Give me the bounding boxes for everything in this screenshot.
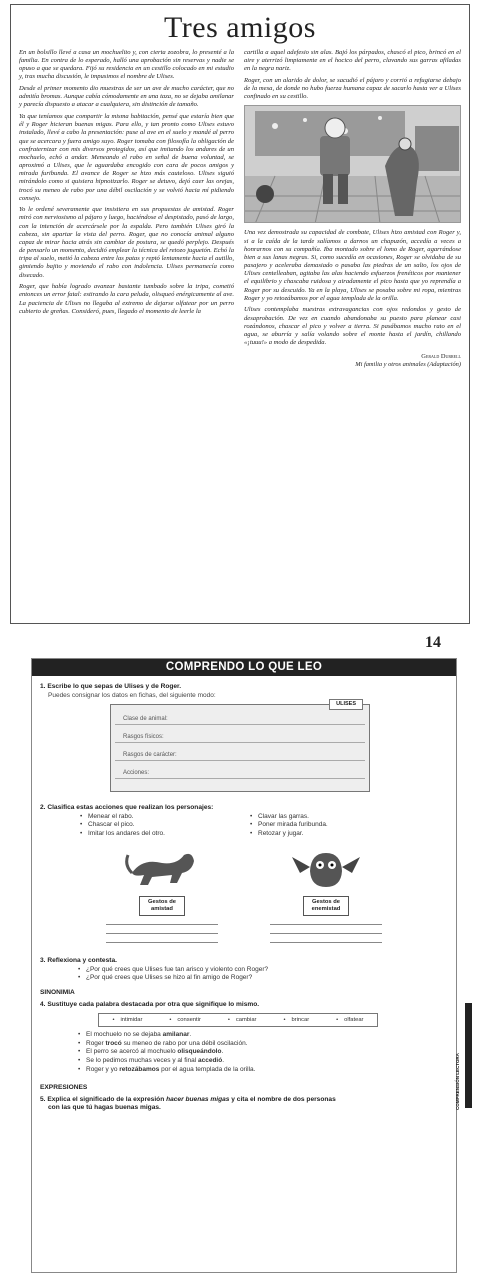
sentence-text: Roger [86,1039,106,1047]
card-field-label: Clase de animal: [123,716,168,723]
highlighted-word: trocó [105,1039,122,1047]
friendship-gestures [102,843,222,944]
card-field-label: Rasgos de carácter: [123,752,177,759]
question-2-title: 2. Clasifica estas acciones que realizan los personajes: [40,804,214,812]
q5-expression: hacer buenas migas [166,1095,230,1103]
synonym-sentence [78,1031,448,1040]
actions-list [80,813,448,839]
synonym-word: • intimidar [112,1016,142,1025]
story-paragraph: Una vez demostrada su capacidad de combate, Ulises hizo amistad con Roger y, si a la caída de la tarde salíamos a darnos un chapuzón, accedía a veces a honrarnos con su compañía. Iba montado sobre el lomo de Roger, agarrándose bien a sus lanas negras. Si, como sucedía en ocasiones, Roger se olvidaba de su pasajero y aceleraba demasiado o pasaba las piedras de un salto, los ojos de Ulises centelleaban, agitaba las alas haciendo esfuerzos frenéticos por mantener el equilibrio y chascaba ruidosa y airadamente el pico hasta que yo reprendía a Roger por su descuido. Ya en la playa, Ulises se posaba sobre mi ropa, mientras Roger y yo retozábamos por el agua templada de la orilla. [244,229,461,302]
enmity-label-line-2: enemistad [311,906,341,913]
card-tab: ULISES [329,699,363,710]
answer-line[interactable] [106,934,218,943]
question-3-title: 3. Reflexiona y contesta. [40,957,117,965]
sinonimia-heading: SINONIMIA [40,988,75,996]
story-title: Tres amigos [164,11,316,44]
highlighted-word: retozábamos [119,1065,160,1073]
highlighted-word: amilanar [162,1031,190,1039]
card-field-rasgos-fisicos[interactable] [115,733,365,743]
synonym-sentence [78,1040,448,1049]
q5-text: y cita el nombre de dos personas [229,1095,336,1103]
action-item: • Chascar el pico. [80,821,250,830]
sentence-text: . [222,1056,225,1064]
card-field-label: Rasgos físicos: [123,734,164,741]
highlighted-word: olisqueándolo [177,1048,222,1056]
synonym-word: • consentir [169,1016,201,1025]
card-field-acciones[interactable] [115,769,365,779]
synonym-word: • olfatear [336,1016,363,1025]
friendship-label [139,896,185,916]
synonym-sentence [78,1057,448,1066]
sentence-text: . [189,1031,192,1039]
sentence-text: El mochuelo no se dejaba [86,1031,163,1039]
enmity-label-line-1: Gestos de [311,899,341,906]
action-item: • Clavar las garras. [250,813,420,822]
page-number: 14 [425,634,441,651]
enmity-label [303,896,350,916]
story-paragraph: cartilla a aquel adefesio sin alas. Bajó los párpados, chascó el pico, brincó en el aire y aterrizó limpiamente en el hocico del perro, clavando sus garras afiladas en la negra nariz. [244,49,461,73]
sentence-text: . [221,1048,224,1056]
actions-left [80,813,250,839]
section-header: COMPRENDO LO QUE LEO [32,659,456,676]
question-1-title: 1. Escribe lo que sepas de Ulises y de Roger. [40,683,182,690]
friendship-label-line-2: amistad [151,906,173,913]
synonym-word: • brincar [283,1016,309,1025]
synonym-sentence [78,1048,448,1057]
sentence-text: por el agua templada de la orilla. [159,1065,256,1073]
question-4-title: 4. Sustituye cada palabra destacada por otra que signifique lo mismo. [40,1000,260,1008]
story-author: Gerald Durrell [421,353,461,361]
sentence-text: Roger y yo [86,1065,120,1073]
story-columns [19,49,461,369]
friendship-label-line-1: Gestos de [147,899,177,906]
sentence-text: su meneo de rabo por una débil oscilación. [121,1039,248,1047]
answer-line[interactable] [106,916,218,925]
action-item: • Imitar los andares del otro. [80,830,250,839]
exercises-page [31,658,457,1273]
expresiones-heading: EXPRESIONES [40,1084,88,1092]
story-paragraph: Yo le ordené severamente que insistiera en sus propuestas de amistad. Roger miró con nerviosismo al pájaro y luego, haciéndose el despistado, pasó de largo, con la intención de acercársele por la espalda. Pero también Ulises giró la cabeza, sin apartar la vista del perro. Roger, que no conocía animal alguno capaz de mirar hacia atrás sin cambiar de postura, se quedó perplejo. Después de pensarlo un momento, decidió emplear la técnica del retozo juguetón. Echó la tripa al suelo, metió la cabeza entre las patas y reptó lentamente hacia el autillo, gimiendo bajito y moviendo el rabo con indolencia. Ulises permanecía como disecado. [19,206,234,279]
actions-right [250,813,420,839]
question-3-items [78,966,448,983]
question-4-sentences [78,1031,448,1074]
story-page [10,4,470,624]
answer-line[interactable] [270,925,382,934]
synonym-word: • cambiar [228,1016,257,1025]
answer-line[interactable] [270,934,382,943]
dog-icon [122,843,202,891]
story-paragraph: En un bolsillo llevé a casa un mochuelito y, con cierta zozobra, lo presenté a la familia. En contra de lo esperado, halló una aprobación sin reservas y nadie se opuso a que se quedara. Fijó su residencia en un cestillo colocado en mi estudio y, tras mucha discusión, le impusimos el nombre de Ulises. [19,49,234,81]
question-5-title [40,1096,448,1105]
exercises-body [32,676,456,1117]
story-paragraph: Roger, con un alarido de dolor, se sacudió el pájaro y corrió a refugiarse debajo de la mesa, de donde no hubo fuerza humana capaz de sacarlo hasta ver a Ulises confinado en su cestillo. [244,76,461,101]
story-right-column [244,49,461,369]
card-field-label: Acciones: [123,770,150,777]
reflection-item: • ¿Por qué crees que Ulises fue tan arisco y violento con Roger? [78,966,448,975]
story-paragraph: Roger, que había logrado avanzar bastante tumbado sobre la tripa, cometió entonces un error fatal: estirando la cara peluda, olisqueó enérgicamente al ave. La paciencia de Ulises no llegaba al extremo de dejarse olfatear por un perro cubierto de greñas. Consideró, pues, llegado el momento de leerle la [19,283,234,315]
story-paragraph: Ulises contemplaba nuestras extravagancias con ojos redondos y gesto de desaprobación. De vez en cuando abandonaba su puesto para planear casi rozándonos, chascar el pico y volver a tierra. Si pasábamos mucho rato en el agua, se aburría y salía volando sobre el monte hasta el jardín, chillando «¡tuuu!» a modo de despedida. [244,306,461,346]
story-left-column [19,49,234,369]
card-field-rasgos-caracter[interactable] [115,751,365,761]
enmity-gestures [266,843,386,944]
synonym-sentence [78,1066,448,1075]
gestures-area [80,843,408,944]
action-item: • Poner mirada furibunda. [250,821,420,830]
boy-dog-owl-illustration [245,106,461,223]
reflection-item: • ¿Por qué crees que Ulises se hizo al fin amigo de Roger? [78,974,448,983]
owl-icon [286,843,366,891]
side-tab [465,1003,472,1108]
story-paragraph: Desde el primer momento dio muestras de ser un ave de mucho carácter, que no admitía bromas. Aunque cabía cómodamente en una taza, no se dejaba amilanar y parecía dispuesto a atacar a cualquiera, sin distinción de tamaño. [19,85,234,109]
action-item: • Retozar y jugar. [250,830,420,839]
q5-text: 5. Explica el significado de la expresión [40,1095,167,1103]
highlighted-word: accedió [198,1056,223,1064]
side-tab-label: COMPRENSIÓN LECTORA [455,1053,460,1110]
question-1-subtitle: Puedes consignar los datos en fichas, del siguiente modo: [48,691,216,699]
question-5-line-2: con las que tú hagas buenas migas. [48,1104,161,1112]
story-source: Mi familia y otros animales (Adaptación) [355,361,461,369]
action-item: • Menear el rabo. [80,813,250,822]
answer-line[interactable] [270,916,382,925]
story-illustration [244,105,461,223]
sentence-text: Se lo pedimos muchas veces y al final [86,1056,198,1064]
card-field-clase[interactable] [115,715,365,725]
story-paragraph: Ya que teníamos que compartir la misma habitación, pensé que estaría bien que él y Roger hicieran buenas migas. Para ello, y tan pronto como Ulises estuvo instalado, llevé a cabo la presentación: puse al ave en el suelo y mandé al perro que se acercara y fuera amigo suyo. Roger tomaba con filosofía la obligación de confraternizar con mis diversos protegidos, así que imitando los andares de un mochuelo, echó a andar. Meneando el rabo en señal de buena voluntad, se aproximó a Ulises, que le aguardaba encogido con cara de pocos amigos y mirada furibunda. El avance de Roger se hizo más cauteloso. Ulises siguió mirándolo como si quisiera hipnotizarlo. Roger se detuvo, dejó caer las orejas, trocó su meneo de rabo por una débil oscilación y se volvió hacia mí pidiendo consejo. [19,113,234,202]
synonym-word-box [98,1013,378,1027]
sentence-text: El perro se acercó al mochuelo [86,1048,178,1056]
ulises-card [110,701,370,792]
answer-line[interactable] [106,925,218,934]
